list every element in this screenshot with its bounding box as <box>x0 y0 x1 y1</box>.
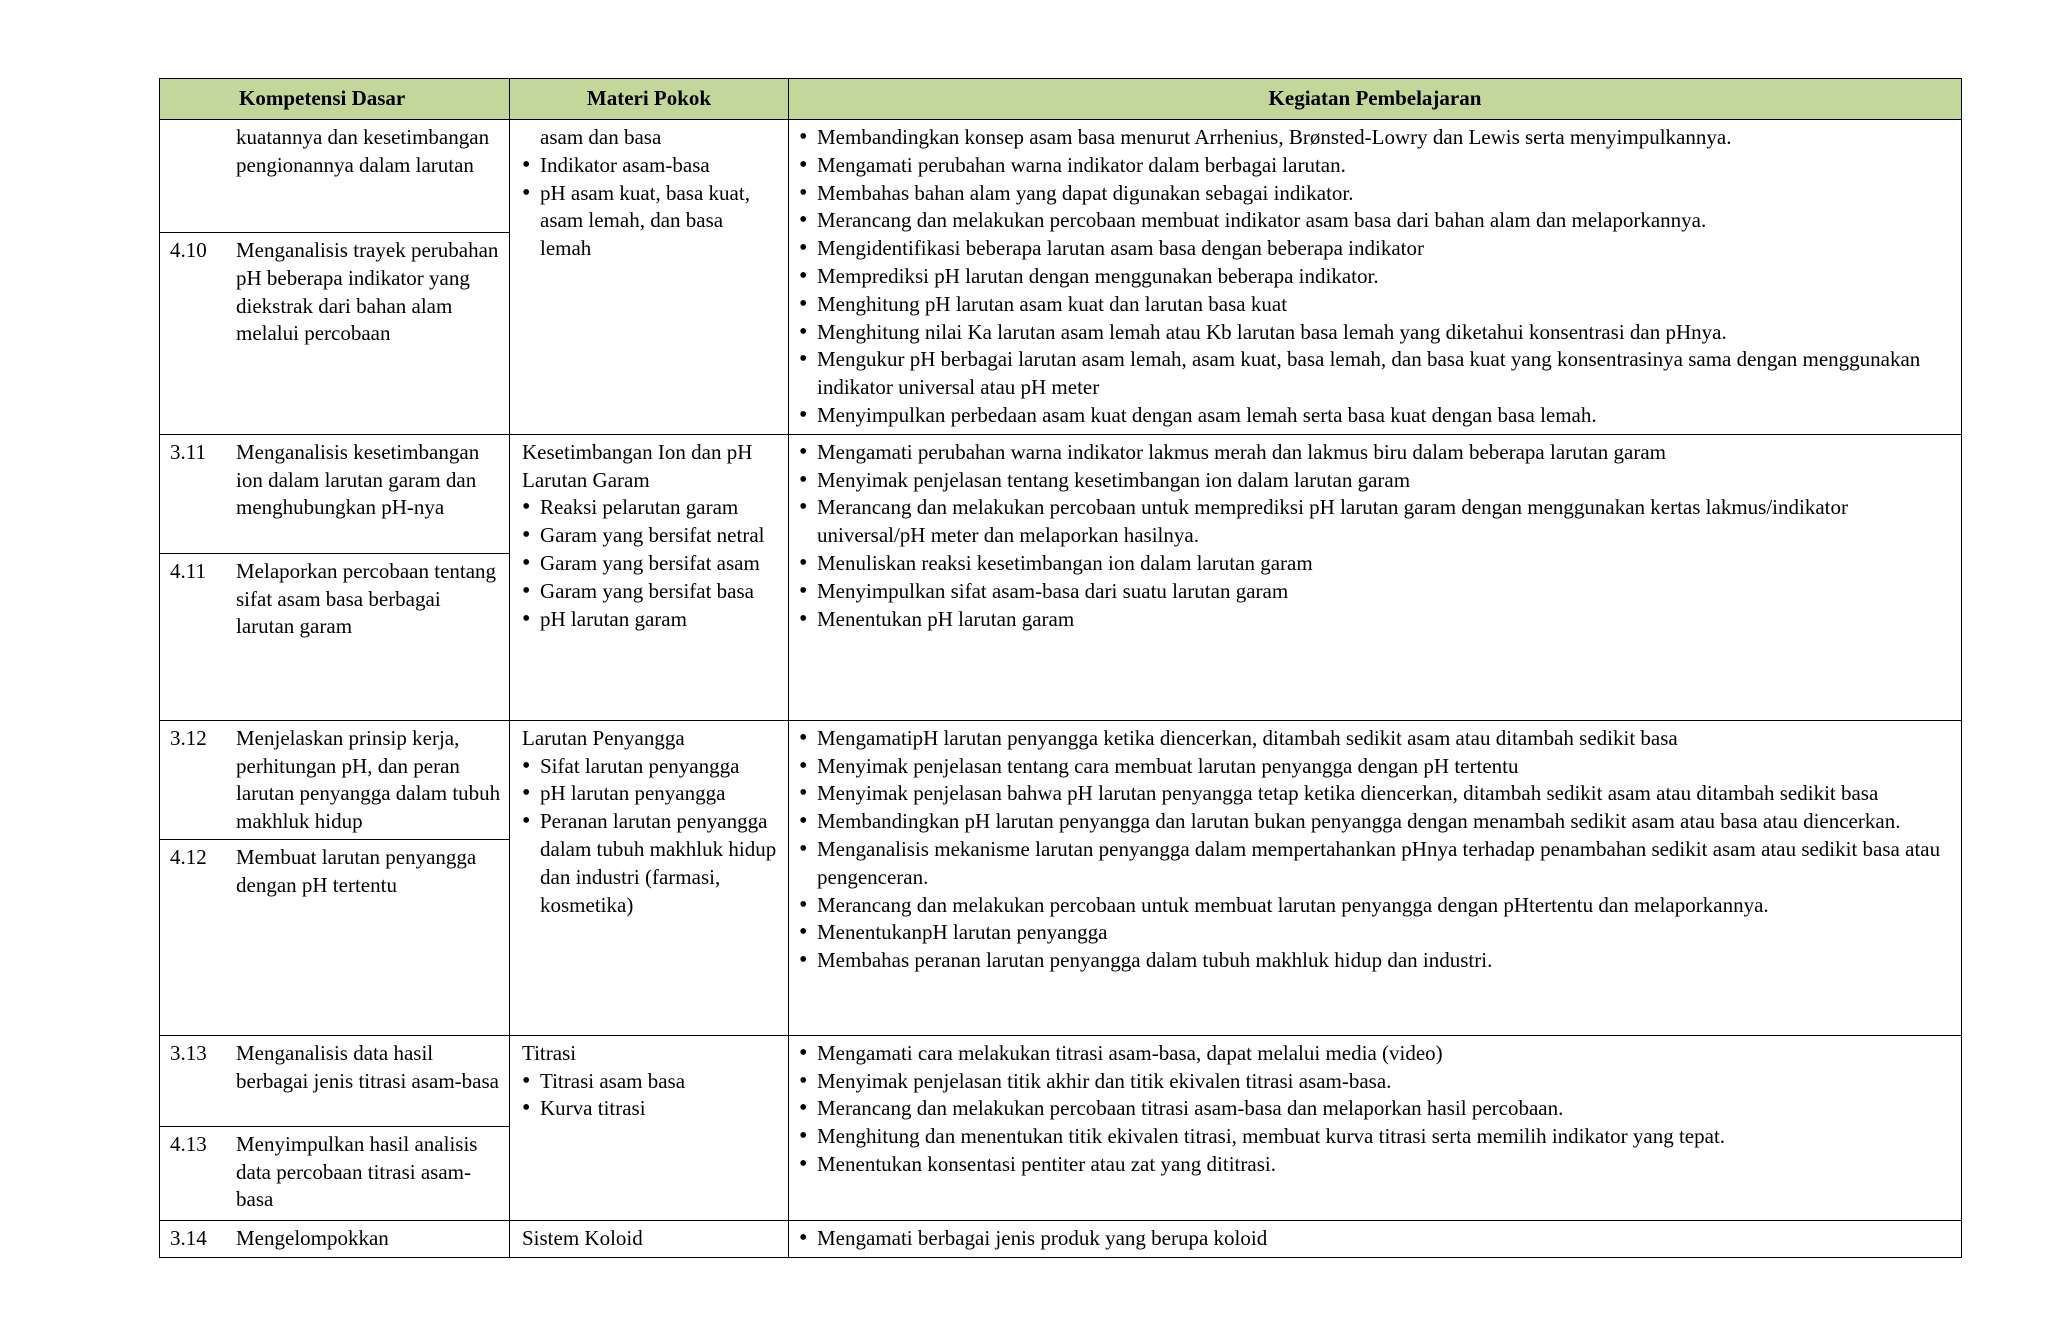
kegiatan-item: • Membandingkan pH larutan penyangga dan larutan bukan penyangga dengan menambah sedikit asam atau basa atau diencerkan. <box>799 808 1951 836</box>
kd-cell <box>160 434 510 720</box>
kegiatan-item: • Menghitung pH larutan asam kuat dan larutan basa kuat <box>799 291 1951 319</box>
kd-entry <box>160 553 509 647</box>
materi-cell <box>510 434 789 720</box>
kegiatan-item: • Menyimak penjelasan tentang cara membuat larutan penyangga dengan pH tertentu <box>799 753 1951 781</box>
materi-item: • Sifat larutan penyangga <box>522 753 778 781</box>
kegiatan-item: • Menentukan konsentasi pentiter atau zat yang dititrasi. <box>799 1151 1951 1179</box>
kegiatan-item: • Merancang dan melakukan percobaan membuat indikator asam basa dari bahan alam dan melaporkannya. <box>799 207 1951 235</box>
header-kegiatan-pembelajaran: Kegiatan Pembelajaran <box>789 79 1962 120</box>
kegiatan-cell <box>789 434 1962 720</box>
materi-item: • pH asam kuat, basa kuat, asam lemah, dan basa lemah <box>522 180 778 263</box>
kegiatan-cell <box>789 1035 1962 1220</box>
materi-item: • Kurva titrasi <box>522 1095 778 1123</box>
materi-item: • pH larutan garam <box>522 606 778 634</box>
kd-text: Menganalisis data hasil berbagai jenis titrasi asam-basa <box>236 1040 499 1093</box>
kd-cell <box>160 120 510 435</box>
curriculum-page <box>159 78 1961 1258</box>
kegiatan-item: • Memprediksi pH larutan dengan menggunakan beberapa indikator. <box>799 263 1951 291</box>
kegiatan-list <box>799 124 1951 430</box>
kegiatan-list <box>799 1040 1951 1179</box>
materi-item: • Garam yang bersifat asam <box>522 550 778 578</box>
kegiatan-item: • Menyimpulkan sifat asam-basa dari suatu larutan garam <box>799 578 1951 606</box>
kd-number: 4.10 <box>170 238 207 262</box>
kegiatan-item: • Merancang dan melakukan percobaan untuk memprediksi pH larutan garam dengan menggunakan kertas lakmus/indikator universal/pH meter dan melaporkan hasilnya. <box>799 494 1951 550</box>
kd-entry <box>160 839 509 906</box>
table-row <box>160 120 1962 435</box>
kegiatan-cell <box>789 720 1962 1035</box>
kegiatan-item: • Merancang dan melakukan percobaan titrasi asam-basa dan melaporkan hasil percobaan. <box>799 1095 1951 1123</box>
kegiatan-item: • Membandingkan konsep asam basa menurut Arrhenius, Brønsted-Lowry dan Lewis serta menyimpulkannya. <box>799 124 1951 152</box>
kegiatan-item: • Menyimpulkan perbedaan asam kuat dengan asam lemah serta basa kuat dengan basa lemah. <box>799 402 1951 430</box>
materi-list <box>522 753 778 920</box>
materi-title: Titrasi <box>522 1040 577 1065</box>
kd-number: 3.12 <box>170 725 207 750</box>
kegiatan-item: • Membahas peranan larutan penyangga dalam tubuh makhluk hidup dan industri. <box>799 947 1951 975</box>
kegiatan-list <box>799 439 1951 634</box>
materi-title: Sistem Koloid <box>522 1226 643 1251</box>
materi-item: • Garam yang bersifat netral <box>522 522 778 550</box>
kd-number: 4.12 <box>170 844 207 869</box>
kd-number: 4.11 <box>170 558 206 583</box>
kegiatan-item: • Mengidentifikasi beberapa larutan asam basa dengan beberapa indikator <box>799 235 1951 263</box>
materi-cell <box>510 1035 789 1220</box>
materi-cell <box>510 720 789 1035</box>
kd-entry <box>160 1221 509 1255</box>
kegiatan-item: • Menghitung dan menentukan titik ekivalen titrasi, membuat kurva titrasi serta memilih indikator yang tepat. <box>799 1123 1951 1151</box>
materi-item: • Reaksi pelarutan garam <box>522 494 778 522</box>
table-row <box>160 1035 1962 1220</box>
materi-list <box>522 494 778 633</box>
kegiatan-item: • Mengamati cara melakukan titrasi asam-basa, dapat melalui media (video) <box>799 1040 1951 1068</box>
kd-number: 3.11 <box>170 439 206 464</box>
kd-entry <box>160 232 509 354</box>
materi-cell <box>510 1221 789 1258</box>
kegiatan-item: • Mengukur pH berbagai larutan asam lemah, asam kuat, basa lemah, dan basa kuat yang konsentrasinya sama dengan menggunakan indikator universal atau pH meter <box>799 346 1951 402</box>
materi-title: Larutan Penyangga <box>522 725 685 750</box>
materi-item: • Titrasi asam basa <box>522 1068 778 1096</box>
kd-text: Menganalisis trayek perubahan pH beberapa indikator yang diekstrak dari bahan alam melalui percobaan <box>236 238 499 346</box>
materi-list <box>522 152 778 263</box>
materi-title: asam dan basa <box>540 125 662 149</box>
kd-text: Menyimpulkan hasil analisis data percobaan titrasi asam-basa <box>236 1131 478 1212</box>
header-kompetensi-dasar: Kompetensi Dasar <box>160 79 510 120</box>
table-row <box>160 434 1962 720</box>
kegiatan-item: • Merancang dan melakukan percobaan untuk membuat larutan penyangga dengan pHtertentu dan melaporkannya. <box>799 892 1951 920</box>
kd-number: 3.14 <box>170 1226 207 1251</box>
kegiatan-item: • MenentukanpH larutan penyangga <box>799 919 1951 947</box>
table-row <box>160 720 1962 1035</box>
kegiatan-item: • MengamatipH larutan penyangga ketika diencerkan, ditambah sedikit asam atau ditambah sedikit basa <box>799 725 1951 753</box>
kegiatan-item: • Menghitung nilai Ka larutan asam lemah atau Kb larutan basa lemah yang diketahui konsentrasi dan pHnya. <box>799 319 1951 347</box>
kd-entry <box>160 1126 509 1220</box>
kegiatan-item: • Mengamati berbagai jenis produk yang berupa koloid <box>799 1225 1951 1253</box>
materi-cell <box>510 120 789 435</box>
kegiatan-item: • Menganalisis mekanisme larutan penyangga dalam mempertahankan pHnya terhadap penambahan sedikit asam atau sedikit basa atau pengenceran. <box>799 836 1951 892</box>
materi-item: • Peranan larutan penyangga dalam tubuh makhluk hidup dan industri (farmasi, kosmetika) <box>522 808 778 919</box>
materi-item: • Garam yang bersifat basa <box>522 578 778 606</box>
kd-entry <box>160 1036 509 1126</box>
kd-text: kuatannya dan kesetimbangan pengionannya dalam larutan <box>236 125 490 177</box>
kegiatan-cell <box>789 1221 1962 1258</box>
kd-text: Menjelaskan prinsip kerja, perhitungan pH, dan peran larutan penyangga dalam tubuh makhluk hidup <box>236 725 501 834</box>
kegiatan-list <box>799 725 1951 975</box>
materi-item: • pH larutan penyangga <box>522 780 778 808</box>
kegiatan-item: • Menyimak penjelasan bahwa pH larutan penyangga tetap ketika diencerkan, ditambah sedikit asam atau ditambah sedikit basa <box>799 780 1951 808</box>
kd-number <box>170 124 236 226</box>
kegiatan-item: • Menyimak penjelasan tentang kesetimbangan ion dalam larutan garam <box>799 467 1951 495</box>
kd-cell <box>160 1035 510 1220</box>
kegiatan-item: • Menyimak penjelasan titik akhir dan titik ekivalen titrasi asam-basa. <box>799 1068 1951 1096</box>
kegiatan-item: • Membahas bahan alam yang dapat digunakan sebagai indikator. <box>799 180 1951 208</box>
table-row <box>160 1221 1962 1258</box>
kd-entry <box>160 721 509 839</box>
kd-cell <box>160 1221 510 1258</box>
materi-item: • Indikator asam-basa <box>522 152 778 180</box>
kegiatan-item: • Menuliskan reaksi kesetimbangan ion dalam larutan garam <box>799 550 1951 578</box>
kd-cell <box>160 720 510 1035</box>
kd-entry <box>160 435 509 553</box>
kd-entry <box>160 120 509 232</box>
kd-text: Membuat larutan penyangga dengan pH tertentu <box>236 844 477 897</box>
kd-number: 4.13 <box>170 1131 207 1156</box>
materi-list <box>522 1068 778 1124</box>
kd-text: Mengelompokkan <box>236 1226 389 1251</box>
materi-title: Kesetimbangan Ion dan pH Larutan Garam <box>522 439 753 492</box>
header-materi-pokok: Materi Pokok <box>510 79 789 120</box>
kegiatan-item: • Mengamati perubahan warna indikator dalam berbagai larutan. <box>799 152 1951 180</box>
curriculum-table <box>159 78 1962 1258</box>
kegiatan-list <box>799 1225 1951 1253</box>
kegiatan-item: • Mengamati perubahan warna indikator lakmus merah dan lakmus biru dalam beberapa larutan garam <box>799 439 1951 467</box>
kd-text: Melaporkan percobaan tentang sifat asam basa berbagai larutan garam <box>236 558 497 639</box>
table-header-row <box>160 79 1962 120</box>
kd-text: Menganalisis kesetimbangan ion dalam larutan garam dan menghubungkan pH-nya <box>236 439 480 520</box>
kegiatan-item: • Menentukan pH larutan garam <box>799 606 1951 634</box>
kegiatan-cell <box>789 120 1962 435</box>
kd-number: 3.13 <box>170 1040 207 1065</box>
